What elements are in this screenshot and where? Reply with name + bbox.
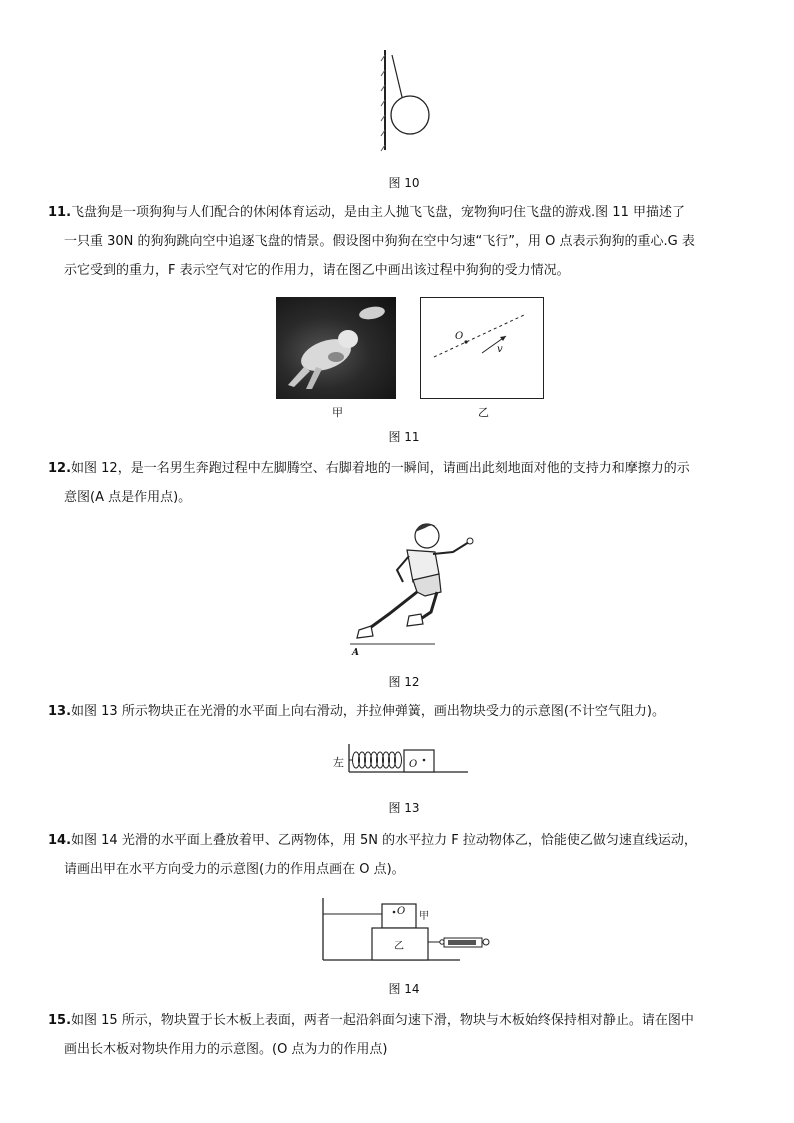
question-number: 14. (48, 833, 72, 848)
figure-14-label-o: O (397, 906, 406, 917)
figure-11-sub-a: 甲 (332, 406, 343, 419)
figure-13-caption: 图 13 (388, 801, 420, 815)
question-number: 12. (48, 461, 72, 476)
figure-12-label-a: A (352, 648, 359, 658)
figure-12-runner-illustration (345, 512, 485, 652)
figure-10-caption: 图 10 (388, 176, 420, 190)
figure-14-label-yi: 乙 (394, 941, 404, 952)
question-number: 11. (48, 205, 72, 220)
question-text: 一只重 30N 的狗狗跳向空中追逐飞盘的情景。假设图中狗狗在空中匀速“飞行”，用 O 点表示狗狗的重心.G 表 (64, 234, 695, 249)
figure-11-diagram-b (420, 297, 544, 399)
figure-11-sub-b: 乙 (478, 406, 489, 419)
question-text: 画出长木板对物块作用力的示意图。(O 点为力的作用点) (64, 1042, 388, 1057)
figure-12-caption: 图 12 (388, 675, 420, 689)
figure-11-caption: 图 11 (388, 430, 420, 444)
figure-10-diagram (370, 45, 440, 155)
question-text: 请画出甲在水平方向受力的示意图(力的作用点画在 O 点)。 (64, 862, 405, 877)
question-text: 如图 12，是一名男生奔跑过程中左脚腾空、右脚着地的一瞬间，请画出此刻地面对他的支持力和摩擦力的示 (71, 461, 690, 476)
question-12 (48, 454, 748, 512)
question-number: 13. (48, 704, 72, 719)
figure-11-dog-photo (276, 297, 396, 399)
question-text: 飞盘狗是一项狗狗与人们配合的休闲体育运动，是由主人抛飞飞盘，宠物狗叼住飞盘的游戏.图 11 甲描述了 (71, 205, 685, 220)
question-text: 意图(A 点是作用点)。 (64, 490, 192, 505)
question-15 (48, 1006, 748, 1064)
question-text: 如图 15 所示，物块置于长木板上表面，两者一起沿斜面匀速下滑，物块与木板始终保持相对静止。请在图中 (71, 1013, 694, 1028)
figure-14-label-jia: 甲 (419, 911, 429, 922)
question-13 (48, 697, 748, 726)
figure-14-caption: 图 14 (388, 982, 420, 996)
figure-11-label-v: v (497, 344, 503, 355)
question-number: 15. (48, 1013, 72, 1028)
question-14 (48, 826, 748, 884)
figure-13-label-left: 左 (333, 756, 344, 769)
question-11 (48, 198, 748, 285)
question-text: 示它受到的重力，F 表示空气对它的作用力，请在图乙中画出该过程中狗狗的受力情况。 (64, 263, 570, 278)
dog-silhouette-icon (276, 297, 396, 399)
question-text: 如图 14 光滑的水平面上叠放着甲、乙两物体，用 5N 的水平拉力 F 拉动物体乙，恰能使乙做匀速直线运动， (71, 833, 697, 848)
figure-11-label-o: O (455, 331, 464, 342)
figure-13-label-o: O (409, 759, 418, 770)
question-text: 如图 13 所示物块正在光滑的水平面上向右滑动，并拉伸弹簧，画出物块受力的示意图(不计空气阻力)。 (71, 704, 665, 719)
